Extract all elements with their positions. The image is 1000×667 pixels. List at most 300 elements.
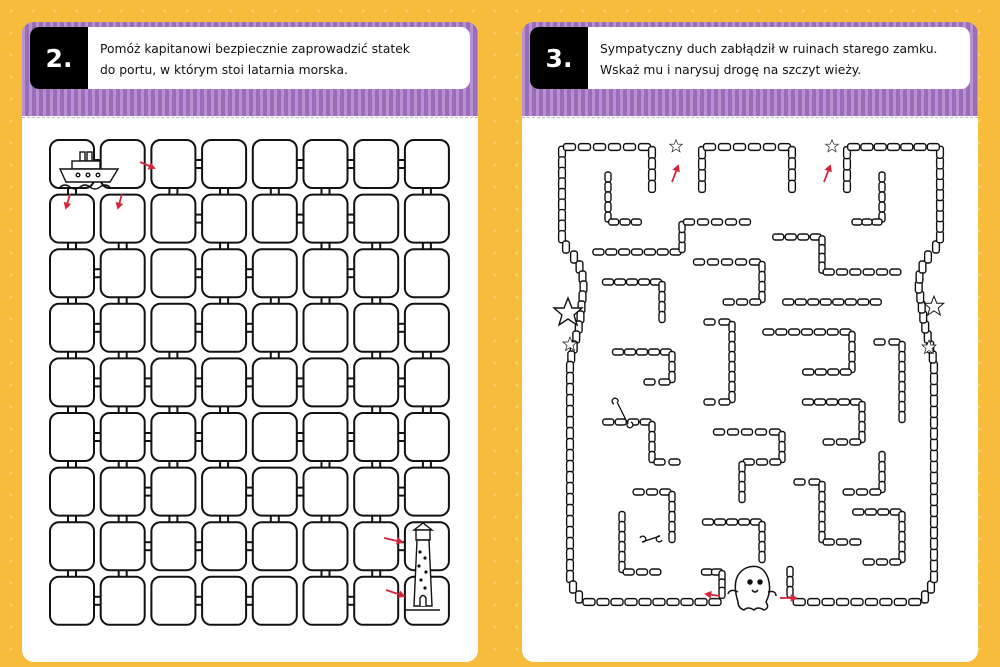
brick <box>851 599 863 606</box>
maze-tile <box>405 413 449 461</box>
grid-tiles <box>50 140 449 625</box>
brick <box>659 312 665 323</box>
brick <box>931 406 938 418</box>
brick <box>837 539 848 545</box>
brick <box>704 144 716 151</box>
maze-tile <box>405 358 449 406</box>
brick <box>740 219 751 225</box>
brick <box>844 180 851 192</box>
maze-tile <box>50 304 94 352</box>
brick <box>567 439 574 451</box>
brick <box>931 384 938 396</box>
brick <box>694 259 705 265</box>
brick <box>737 299 748 305</box>
maze-tile <box>253 195 297 243</box>
brick <box>931 571 938 583</box>
brick <box>931 373 938 385</box>
brick <box>567 395 574 407</box>
maze-tile <box>101 413 145 461</box>
maze-tile <box>151 468 195 516</box>
maze-tile <box>354 522 398 570</box>
brick <box>931 395 938 407</box>
ghost-icon <box>728 566 776 610</box>
brick <box>931 461 938 473</box>
brick <box>639 279 650 285</box>
brick <box>734 144 746 151</box>
puzzle-3-page <box>522 22 978 662</box>
brick <box>653 599 665 606</box>
maze-tile <box>151 522 195 570</box>
maze-tile <box>50 358 94 406</box>
maze-tile <box>304 140 348 188</box>
task-line-1: Pomóż kapitanowi bezpiecznie zaprowadzić statek <box>100 42 410 56</box>
brick <box>880 599 892 606</box>
brick <box>712 219 723 225</box>
brick <box>567 560 574 572</box>
brick <box>888 144 900 151</box>
brick <box>794 479 805 485</box>
maze-tile <box>50 413 94 461</box>
maze-tile <box>354 304 398 352</box>
brick <box>890 559 901 565</box>
maze-tile <box>202 249 246 297</box>
brick <box>899 412 905 423</box>
brick <box>709 599 721 606</box>
red-arrow <box>65 194 70 208</box>
brick <box>789 180 796 192</box>
brick <box>750 299 761 305</box>
maze-tile <box>151 358 195 406</box>
brick <box>763 329 774 335</box>
brick <box>669 459 680 465</box>
brick <box>785 234 796 240</box>
maze-tile <box>304 577 348 625</box>
maze-tile <box>202 358 246 406</box>
brick <box>823 439 834 445</box>
brick <box>703 519 714 525</box>
maze-tile <box>304 249 348 297</box>
brick <box>894 599 906 606</box>
brick <box>704 399 715 405</box>
maze-tile <box>253 522 297 570</box>
brick <box>739 492 745 503</box>
castle-maze[interactable] <box>522 22 978 662</box>
brick <box>850 539 861 545</box>
brick <box>783 299 794 305</box>
brick <box>654 459 665 465</box>
brick <box>843 489 854 495</box>
brick <box>833 299 844 305</box>
brick <box>789 147 796 159</box>
brick <box>714 429 725 435</box>
brick <box>757 459 768 465</box>
maze-tile <box>304 468 348 516</box>
brick <box>699 180 706 192</box>
brick <box>863 269 874 275</box>
task-line-2: Wskaż mu i narysuj drogę na szczyt wieży. <box>600 63 862 77</box>
brick <box>649 147 656 159</box>
maze-tile <box>253 577 297 625</box>
brick <box>563 241 570 253</box>
brick <box>803 369 814 375</box>
brick <box>879 172 885 182</box>
brick <box>931 428 938 440</box>
brick <box>567 483 574 495</box>
brick <box>814 329 825 335</box>
brick <box>931 538 938 550</box>
maze-tile <box>101 249 145 297</box>
brick <box>597 599 609 606</box>
brick <box>739 519 750 525</box>
brick <box>749 144 761 151</box>
maze-tile <box>151 577 195 625</box>
brick <box>567 472 574 484</box>
brick <box>837 439 848 445</box>
maze-tile <box>354 413 398 461</box>
brick <box>861 144 873 151</box>
brick <box>931 450 938 462</box>
brick <box>657 249 668 255</box>
brick <box>872 219 882 225</box>
maze-tile <box>101 522 145 570</box>
task-number: 3. <box>530 27 588 89</box>
brick <box>644 249 655 255</box>
brick <box>759 552 765 563</box>
brick <box>728 429 739 435</box>
brick <box>815 399 826 405</box>
grid-maze[interactable] <box>22 22 478 662</box>
brick <box>877 559 888 565</box>
brick <box>865 509 876 515</box>
brick <box>931 494 938 506</box>
brick <box>637 569 648 575</box>
brick <box>649 158 656 170</box>
brick <box>820 299 831 305</box>
brick <box>802 329 813 335</box>
brick <box>822 599 834 606</box>
brick <box>669 532 675 543</box>
brick <box>564 144 576 151</box>
brick <box>878 509 889 515</box>
brick <box>879 192 885 202</box>
maze-tile <box>202 577 246 625</box>
maze-tile <box>405 140 449 188</box>
brick <box>808 299 819 305</box>
maze-tile <box>253 468 297 516</box>
brick <box>852 219 862 225</box>
brick <box>567 417 574 429</box>
brick <box>874 339 885 345</box>
brick <box>837 599 849 606</box>
brick <box>650 569 661 575</box>
brick <box>649 180 656 192</box>
maze-tile <box>405 468 449 516</box>
brick <box>828 369 839 375</box>
maze-tile <box>354 195 398 243</box>
brick <box>567 505 574 517</box>
brick <box>850 439 861 445</box>
brick <box>870 489 881 495</box>
maze-tile <box>50 577 94 625</box>
brick <box>606 249 617 255</box>
maze-tile <box>151 413 195 461</box>
maze-tile <box>151 304 195 352</box>
lighthouse-icon <box>406 523 440 610</box>
brick <box>605 172 611 182</box>
brick <box>853 509 864 515</box>
brick <box>579 144 591 151</box>
brick <box>850 269 861 275</box>
maze-tile <box>202 468 246 516</box>
maze-tile <box>50 195 94 243</box>
brick <box>567 373 574 385</box>
brick <box>667 599 679 606</box>
brick <box>844 169 851 181</box>
maze-tile <box>304 195 348 243</box>
castle-wall-bricks <box>559 144 944 606</box>
brick <box>613 349 624 355</box>
brick <box>874 144 886 151</box>
brick <box>632 249 643 255</box>
brick <box>708 259 719 265</box>
red-arrow <box>706 592 720 597</box>
brick <box>827 329 838 335</box>
maze-tile <box>405 195 449 243</box>
brick <box>925 251 932 263</box>
brick <box>615 419 626 425</box>
brick <box>605 202 611 212</box>
brick <box>931 505 938 517</box>
brick <box>927 144 939 151</box>
maze-tile <box>304 304 348 352</box>
brick <box>644 379 655 385</box>
maze-tile <box>405 304 449 352</box>
maze-tile <box>151 140 195 188</box>
brick <box>647 489 658 495</box>
brick <box>870 299 881 305</box>
brick <box>659 379 670 385</box>
brick <box>698 219 709 225</box>
brick <box>823 539 834 545</box>
maze-tile <box>405 249 449 297</box>
brick <box>639 599 651 606</box>
maze-tile <box>253 413 297 461</box>
red-arrow <box>824 166 831 182</box>
maze-tile <box>253 358 297 406</box>
red-arrow <box>384 538 402 543</box>
puzzle-2-page <box>22 22 478 662</box>
brick <box>567 527 574 539</box>
brick <box>931 527 938 539</box>
brick <box>615 279 626 285</box>
brick <box>567 428 574 440</box>
brick <box>879 182 885 192</box>
brick <box>931 472 938 484</box>
brick <box>609 144 621 151</box>
brick <box>823 269 834 275</box>
brick <box>931 483 938 495</box>
brick <box>865 599 877 606</box>
brick <box>840 369 851 375</box>
brick <box>815 369 826 375</box>
brick <box>931 417 938 429</box>
maze-tile <box>202 304 246 352</box>
brick <box>837 269 848 275</box>
brick <box>776 329 787 335</box>
maze-tile <box>304 522 348 570</box>
maze-tile <box>202 195 246 243</box>
brick <box>623 569 634 575</box>
brick <box>808 599 820 606</box>
maze-tile <box>101 358 145 406</box>
brick <box>770 459 781 465</box>
brick <box>567 450 574 462</box>
brick <box>795 299 806 305</box>
direction-arrows <box>65 162 404 597</box>
brick <box>922 591 929 603</box>
brick <box>827 399 838 405</box>
brick <box>593 249 604 255</box>
brick <box>570 581 577 593</box>
brick <box>845 299 856 305</box>
brick <box>742 429 753 435</box>
brick <box>789 158 796 170</box>
red-arrow <box>672 166 679 182</box>
brick <box>803 399 814 405</box>
maze-tile <box>202 140 246 188</box>
brick <box>567 538 574 550</box>
maze-tile <box>101 304 145 352</box>
ship-icon <box>60 152 118 189</box>
direction-arrows <box>672 166 831 600</box>
brick <box>605 192 611 202</box>
brick <box>848 144 860 151</box>
maze-tile <box>354 468 398 516</box>
maze-tile <box>354 140 398 188</box>
brick <box>722 259 733 265</box>
brick <box>627 279 638 285</box>
maze-tile <box>101 577 145 625</box>
brick <box>719 144 731 151</box>
brick <box>704 319 715 325</box>
brick <box>715 519 726 525</box>
brick <box>576 591 583 603</box>
maze-tile <box>354 577 398 625</box>
brick <box>605 182 611 192</box>
brick <box>567 516 574 528</box>
maze-tile <box>253 140 297 188</box>
brick <box>611 599 623 606</box>
brick <box>624 144 636 151</box>
brick <box>909 599 921 606</box>
brick <box>726 219 737 225</box>
brick <box>789 329 800 335</box>
brick <box>609 219 619 225</box>
grid-connectors <box>68 160 431 605</box>
brick <box>863 559 874 565</box>
brick <box>914 144 926 151</box>
brick <box>857 489 868 495</box>
brick <box>931 560 938 572</box>
brick <box>699 158 706 170</box>
brick <box>637 349 648 355</box>
brick <box>695 599 707 606</box>
brick <box>858 299 869 305</box>
brick <box>567 549 574 561</box>
brick <box>649 169 656 181</box>
brick <box>631 219 641 225</box>
maze-tile <box>202 413 246 461</box>
brick <box>839 399 850 405</box>
maze-tile <box>151 249 195 297</box>
brick <box>684 219 695 225</box>
task-line-2: do portu, w którym stoi latarnia morska. <box>100 63 348 77</box>
brick <box>633 489 644 495</box>
maze-tile <box>253 249 297 297</box>
brick <box>719 399 730 405</box>
brick <box>567 494 574 506</box>
brick <box>793 599 805 606</box>
brick <box>583 599 595 606</box>
brick <box>798 234 809 240</box>
brick <box>567 384 574 396</box>
brick <box>603 279 614 285</box>
brick <box>901 144 913 151</box>
brick <box>620 219 630 225</box>
brick <box>723 299 734 305</box>
brick <box>789 169 796 181</box>
task-line-1: Sympatyczny duch zabłądził w ruinach starego zamku. <box>600 42 938 56</box>
brick <box>931 439 938 451</box>
brick <box>756 429 767 435</box>
brick <box>879 202 885 212</box>
maze-tile <box>304 358 348 406</box>
maze-tile <box>354 249 398 297</box>
brick <box>877 269 888 275</box>
brick <box>619 249 630 255</box>
brick <box>649 349 660 355</box>
maze-tile <box>354 358 398 406</box>
brick <box>603 419 614 425</box>
brick <box>625 349 636 355</box>
maze-tile <box>50 468 94 516</box>
brick <box>931 516 938 528</box>
brick <box>764 144 776 151</box>
brick <box>625 599 637 606</box>
task-number: 2. <box>30 27 88 89</box>
brick <box>862 219 872 225</box>
brick <box>567 461 574 473</box>
red-arrow <box>386 590 404 597</box>
maze-tile <box>50 249 94 297</box>
brick <box>844 158 851 170</box>
maze-tile <box>151 195 195 243</box>
maze-tile <box>202 522 246 570</box>
brick <box>567 406 574 418</box>
maze-tile <box>50 522 94 570</box>
maze-tile <box>101 195 145 243</box>
maze-tile <box>304 413 348 461</box>
brick <box>736 259 747 265</box>
brick <box>567 362 574 374</box>
brick <box>699 169 706 181</box>
brick <box>773 234 784 240</box>
brick <box>727 519 738 525</box>
maze-tile <box>101 468 145 516</box>
red-arrow <box>117 194 122 208</box>
star-icon <box>554 140 944 354</box>
brick <box>890 269 901 275</box>
